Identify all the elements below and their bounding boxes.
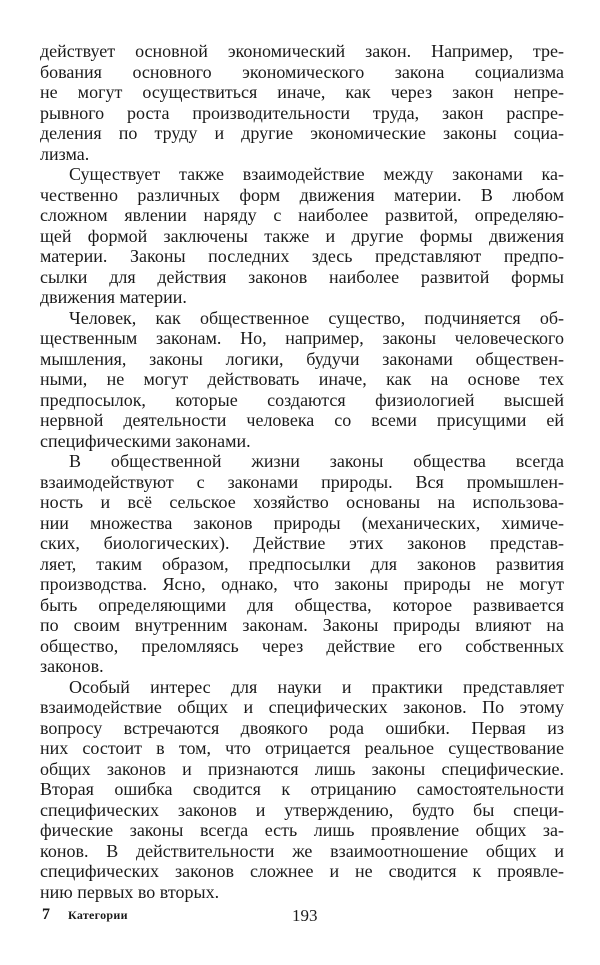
text-line: законов. [40, 656, 104, 676]
signature-title: Категории [68, 908, 128, 922]
text-line: ными, не могут действовать иначе, как на основе тех [40, 369, 564, 389]
text-line: рывного роста производительности труда, закон распре- [40, 102, 564, 123]
text-line: быть определяющими для общества, которое развивается [40, 594, 564, 615]
text-line: общих законов и признаются лишь законы специфические. [40, 758, 564, 779]
text-line: нии множества законов природы (механических, химиче- [40, 512, 564, 533]
paragraph [40, 41, 564, 164]
text-line: Особый интерес для науки и практики представляет [69, 676, 564, 697]
text-line: Вторая ошибка сводится к отрицанию самостоятельности [40, 779, 564, 799]
text-line: конов. В действительности же взаимоотношение общих и [40, 840, 564, 861]
text-line: предпосылок, которые создаются физиологией высшей [40, 389, 564, 410]
text-line: специфических законов сложнее и не сводится к проявле- [40, 861, 564, 881]
text-line: материи. Законы последних здесь представляют предпо- [40, 246, 564, 266]
text-line: фические законы всегда есть лишь проявление общих за- [40, 820, 564, 840]
text-line: сылки для действия законов наиболее развитой формы [40, 266, 564, 287]
paragraph [40, 308, 564, 452]
text-line: лизма. [40, 143, 90, 164]
text-line: Существует также взаимодействие между законами ка- [69, 164, 564, 184]
page-footer [42, 906, 562, 928]
text-line: мышления, законы логики, будучи законами обществен- [40, 348, 564, 369]
text-line: движения материи. [40, 287, 187, 307]
text-line: взаимодействие общих и специфических законов. По этому [40, 697, 564, 717]
text-line: специфических законов и утверждению, будто бы специ- [40, 799, 564, 820]
text-line: по своим внутренним законам. Законы природы влияют на [40, 615, 564, 635]
text-line: взаимодействуют с законами природы. Вся промышлен- [40, 471, 564, 492]
text-line: специфическими законами. [40, 430, 251, 451]
text-line: ляет, таким образом, предпосылки для законов развития [40, 553, 564, 574]
text-line: нервной деятельности человека со всеми присущими ей [40, 410, 564, 430]
text-line: ность и всё сельское хозяйство основаны на использова- [40, 492, 564, 512]
text-line: Человек, как общественное существо, подчиняется об- [69, 307, 564, 328]
signature-number: 7 [42, 906, 50, 923]
text-line: действует основной экономический закон. Например, тре- [40, 41, 564, 61]
text-line: производства. Ясно, однако, что законы природы не могут [40, 574, 564, 594]
text-line: ских, биологических). Действие этих законов представ- [40, 533, 564, 553]
text-line: сложном явлении наряду с наиболее развитой, определяю- [40, 205, 564, 225]
text-line: щей формой заключены также и другие формы движения [40, 225, 564, 246]
text-line: деления по труду и другие экономические законы социа- [40, 123, 564, 143]
paragraph [40, 164, 564, 308]
text-line: общество, преломляясь через действие его собственных [40, 635, 564, 656]
page-body [40, 41, 564, 902]
text-line: нию первых во вторых. [40, 881, 220, 902]
text-line: чественно различных форм движения материи. В любом [40, 184, 564, 205]
paragraph [40, 451, 564, 677]
text-line: вопросу встречаются двоякого рода ошибки. Первая из [40, 717, 564, 738]
text-line: них состоит в том, что отрицается реальное существование [40, 738, 564, 758]
text-line: бования основного экономического закона социализма [40, 61, 564, 82]
page-number: 193 [292, 906, 318, 925]
paragraph [40, 677, 564, 903]
text-line: щественным законам. Но, например, законы человеческого [40, 328, 564, 348]
text-line: не могут осуществиться иначе, как через закон непре- [40, 82, 564, 102]
text-line: В общественной жизни законы общества всегда [69, 451, 564, 471]
